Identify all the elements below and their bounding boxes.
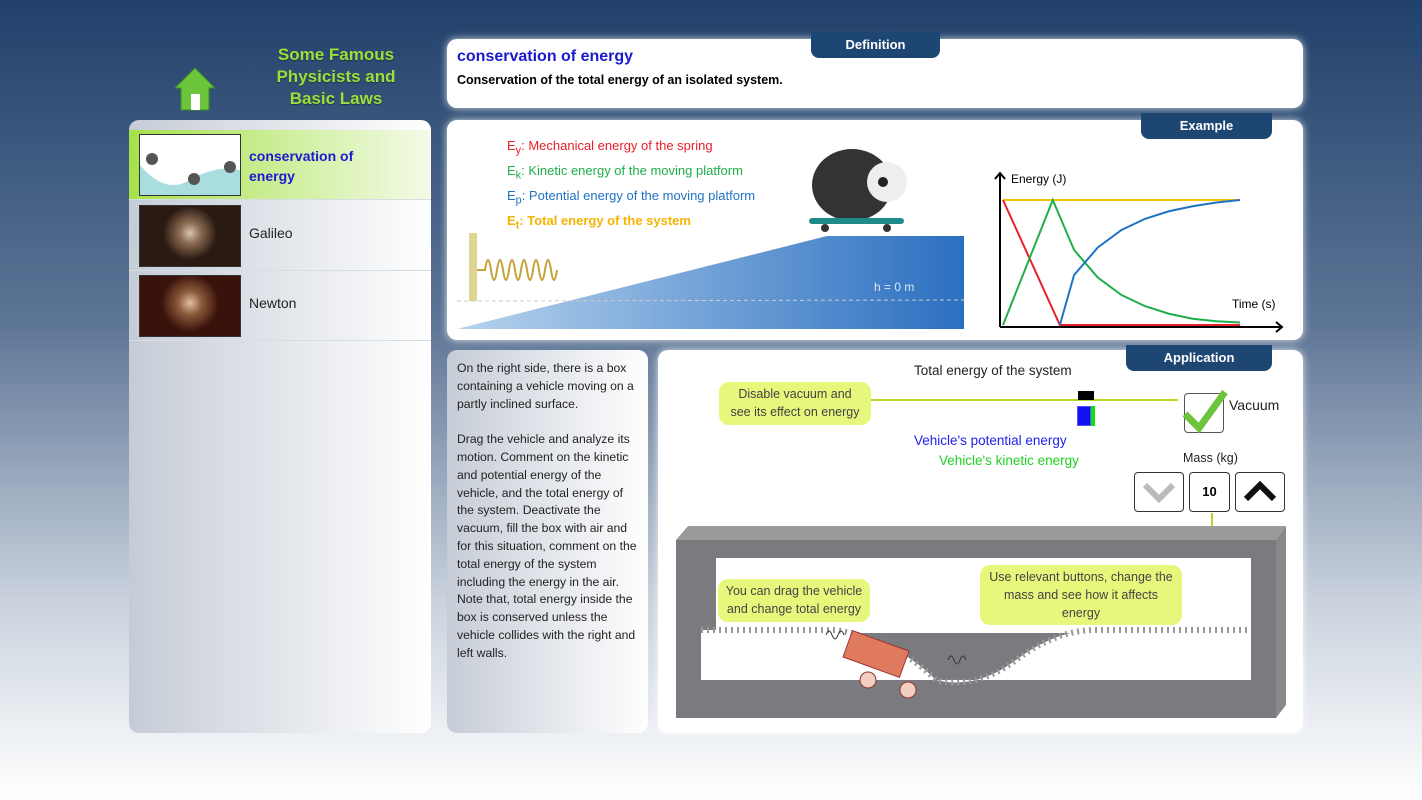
chevron-up-icon xyxy=(1236,473,1284,511)
total-energy-label: Total energy of the system xyxy=(914,363,1072,378)
chevron-down-icon xyxy=(1135,473,1183,511)
kinetic-energy-bar xyxy=(1091,406,1095,426)
sidebar-item-label: Newton xyxy=(249,295,297,311)
thumb-track xyxy=(139,134,241,196)
sidebar-item-conservation[interactable] xyxy=(129,130,431,200)
mass-value: 10 xyxy=(1189,472,1230,512)
series-line-Ey xyxy=(1003,200,1240,325)
height-label: h = 0 m xyxy=(874,280,915,294)
sidebar-item-label: conservation of energy xyxy=(249,148,354,184)
chart-ylabel: Energy (J) xyxy=(1011,172,1067,186)
legend-item: $E_y$: Mechanical energy of the spring xyxy=(507,138,713,157)
definition-heading: conservation of energy xyxy=(457,48,634,65)
hint-drag: You can drag the vehicle and change total energy xyxy=(718,579,870,622)
example-panel xyxy=(447,120,1303,340)
description-panel xyxy=(447,350,648,733)
legend-item: $E_t$: Total energy of the system xyxy=(507,213,691,232)
mass-increase-button[interactable] xyxy=(1235,472,1285,512)
potential-energy-label: Vehicle's potential energy xyxy=(914,433,1067,448)
sidebar-item-galileo[interactable] xyxy=(129,201,431,271)
sidebar-item-label: Galileo xyxy=(249,225,293,241)
app-title: Some Famous Physicists and Basic Laws xyxy=(276,45,396,108)
vacuum-label: Vacuum xyxy=(1229,397,1280,413)
kinetic-energy-label: Vehicle's kinetic energy xyxy=(939,453,1079,468)
home-icon[interactable] xyxy=(173,66,217,112)
mass-label: Mass (kg) xyxy=(1183,451,1238,465)
tab-example[interactable]: Example xyxy=(1141,113,1272,139)
mass-decrease-button[interactable] xyxy=(1134,472,1184,512)
tab-application[interactable]: Application xyxy=(1126,345,1272,371)
total-energy-bar xyxy=(1078,391,1094,400)
panda-skateboard-icon xyxy=(809,149,907,232)
vacuum-checkbox[interactable] xyxy=(1184,393,1224,433)
series-line-Ep xyxy=(1060,200,1240,325)
sidebar-item-newton[interactable] xyxy=(129,271,431,341)
checkmark-icon xyxy=(1181,388,1231,434)
series-line-Ek xyxy=(1003,200,1240,325)
tab-definition[interactable]: Definition xyxy=(811,32,940,58)
chart-xlabel: Time (s) xyxy=(1232,297,1276,311)
newton-portrait xyxy=(139,275,241,337)
definition-text: Conservation of the total energy of an isolated system. xyxy=(457,73,783,87)
legend-item: $E_p$: Potential energy of the moving platform xyxy=(507,188,756,207)
galileo-portrait xyxy=(139,205,241,267)
hint-vacuum: Disable vacuum and see its effect on energy xyxy=(719,382,871,425)
spring-ramp-illustration xyxy=(447,120,977,340)
description-p2: Drag the vehicle and analyze its motion. Comment on the kinetic and potential energy of the vehicle, and the total energy of the system. Deactivate the vacuum, fill the box with air and for this situation, comment on the total energy of the system including the energy in the air. Note that, total energy inside the box is conserved unless the vehicle collides with the right and left walls. xyxy=(457,432,637,660)
hint-mass: Use relevant buttons, change the mass and see how it affects energy xyxy=(980,565,1182,625)
legend-item: $E_k$: Kinetic energy of the moving platform xyxy=(507,163,743,182)
description-p1: On the right side, there is a box containing a vehicle moving on a partly inclined surface. xyxy=(457,361,634,411)
sidebar xyxy=(129,120,431,733)
application-panel xyxy=(658,350,1303,733)
energy-chart xyxy=(987,165,1287,340)
potential-energy-bar xyxy=(1077,406,1091,426)
